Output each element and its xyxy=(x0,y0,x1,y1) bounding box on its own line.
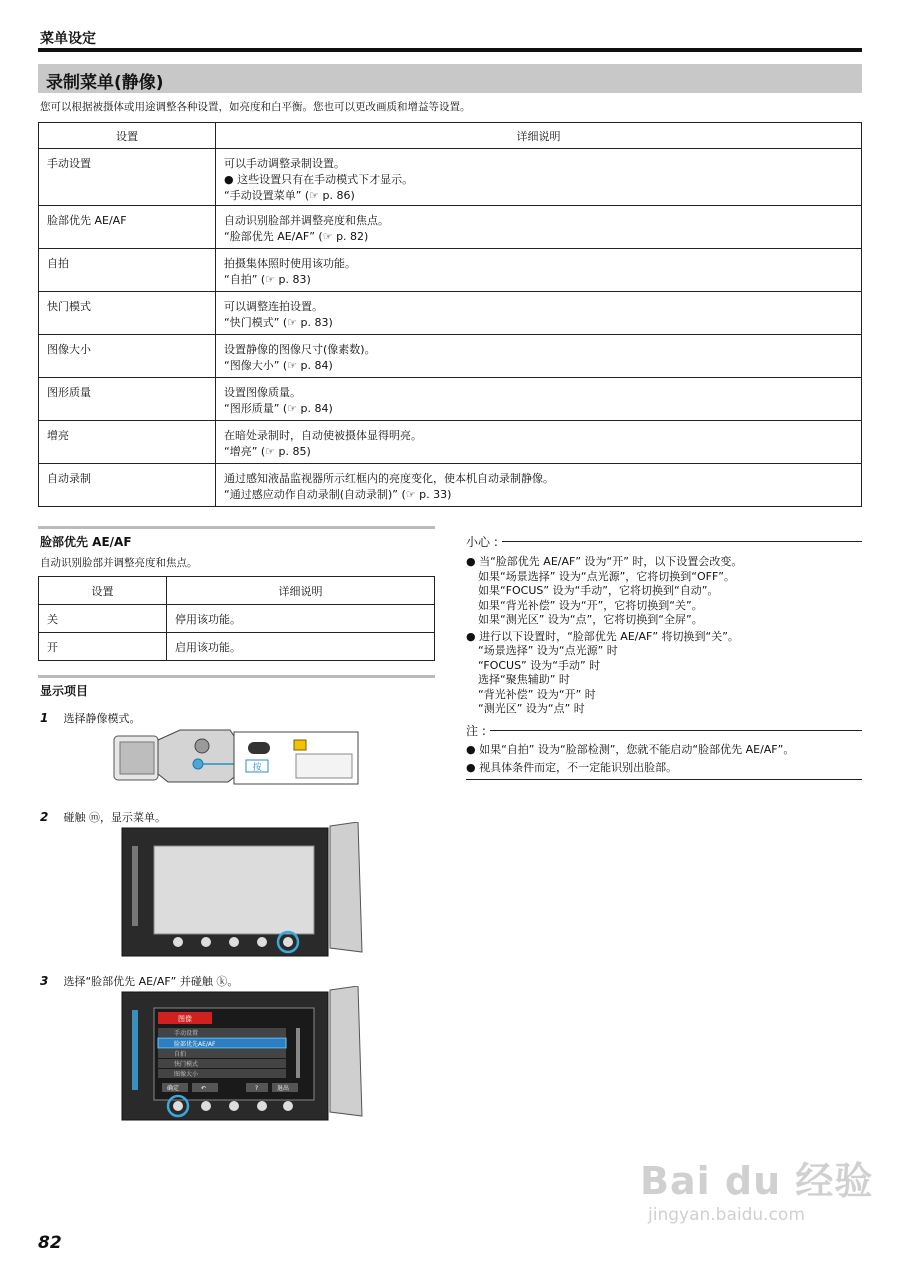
note-text: 如果“自拍” 设为“脸部检测”，您就不能启动“脸部优先 AE/AF”。 xyxy=(479,743,795,756)
table-header-row xyxy=(39,577,435,605)
touch-button-icon[interactable] xyxy=(229,1101,239,1111)
touch-slider-shape xyxy=(132,846,138,926)
detail-ref-link[interactable]: “自拍” (☞ p. 83) xyxy=(224,273,311,286)
section-band xyxy=(38,64,862,93)
caution-sub-line: 如果“场景选择” 设为“点光源”，它将切换到“OFF”。 xyxy=(478,569,736,583)
caution-sub-line: “FOCUS” 设为“手动” 时 xyxy=(478,658,601,672)
section-divider xyxy=(38,526,435,529)
watermark xyxy=(640,1150,873,1225)
camera-side-shape xyxy=(330,986,362,1116)
row-detail xyxy=(216,378,862,421)
detail-ref-link[interactable]: “快门模式” (☞ p. 83) xyxy=(224,316,333,329)
column-header-detail: 详细说明 xyxy=(167,577,435,605)
row-detail xyxy=(216,206,862,249)
header-rule xyxy=(38,48,862,52)
row-setting: 自动录制 xyxy=(39,464,216,507)
table-row xyxy=(39,421,862,464)
camera-illustration xyxy=(110,722,360,794)
row-setting: 快门模式 xyxy=(39,292,216,335)
lcd-screen-shape xyxy=(154,846,314,934)
caution-sub-line: “背光补偿” 设为“开” 时 xyxy=(478,687,596,701)
lcd-screen-shape xyxy=(120,742,154,774)
caution-sub-line: 如果“测光区” 设为“点”，它将切换到“全屏”。 xyxy=(478,613,703,626)
row-setting: 图像大小 xyxy=(39,335,216,378)
caution-bullet-line: ● 当“脸部优先 AE/AF” 设为“开” 时，以下设置会改变。 xyxy=(466,555,743,568)
lcd-preview-shape xyxy=(296,754,352,778)
menu-button-icon[interactable] xyxy=(283,937,293,947)
detail-line: 设置图像质量。 xyxy=(224,386,301,399)
caution-sub-line: “场景选择” 设为“点光源” 时 xyxy=(478,644,618,657)
caution-text: 进行以下设置时，“脸部优先 AE/AF” 将切换到“关”。 xyxy=(479,629,739,643)
menu-item-label: 自拍 xyxy=(174,1051,187,1058)
table-row xyxy=(39,206,862,249)
menu-item-label: 图像大小 xyxy=(174,1071,199,1078)
detail-ref-link[interactable]: “脸部优先 AE/AF” (☞ p. 82) xyxy=(224,230,369,243)
touch-button-icon[interactable] xyxy=(173,937,183,947)
touch-slider-shape xyxy=(132,1010,138,1090)
camera-body-shape xyxy=(158,730,238,782)
watermark-url: jingyan.baidu.com xyxy=(648,1205,805,1225)
row-setting: 增亮 xyxy=(39,421,216,464)
header-title: 菜单设定 xyxy=(40,31,96,47)
touch-button-icon[interactable] xyxy=(201,1101,211,1111)
table-row xyxy=(39,149,862,206)
table-row xyxy=(39,464,862,507)
touch-button-icon[interactable] xyxy=(229,937,239,947)
step-number: 2 xyxy=(40,810,49,824)
step-text: 选择“脸部优先 AE/AF” 并碰触 ⓚ。 xyxy=(63,975,239,988)
ok-button-icon[interactable] xyxy=(173,1101,183,1111)
camera-mode-icon xyxy=(294,740,306,750)
face-section-desc: 自动识别脸部并调整亮度和焦点。 xyxy=(40,557,198,569)
row-detail: 启用该功能。 xyxy=(167,633,435,661)
note-rule xyxy=(490,730,862,731)
camera-side-shape xyxy=(330,822,362,952)
page-number: 82 xyxy=(38,1233,62,1253)
caution-sub-line: 选择“聚焦辅助” 时 xyxy=(478,673,570,686)
caution-box xyxy=(466,533,862,717)
note-bottom-rule xyxy=(466,779,862,780)
row-setting: 自拍 xyxy=(39,249,216,292)
note-title: 注 : xyxy=(466,724,486,738)
detail-ref-link[interactable]: “手动设置菜单” (☞ p. 86) xyxy=(224,189,355,202)
detail-ref-link[interactable]: “图像大小” (☞ p. 84) xyxy=(224,359,333,372)
menu-item-label: 脸部优先AE/AF xyxy=(174,1041,216,1048)
row-detail xyxy=(216,249,862,292)
row-detail xyxy=(216,335,862,378)
row-setting: 开 xyxy=(39,633,167,661)
row-detail: 停用该功能。 xyxy=(167,605,435,633)
caution-rule xyxy=(502,541,862,542)
mode-switch-highlight[interactable] xyxy=(193,759,203,769)
row-detail xyxy=(216,292,862,335)
detail-line: 可以手动调整录制设置。 xyxy=(224,157,345,170)
row-setting: 手动设置 xyxy=(39,149,216,206)
detail-line: 拍摄集体照时使用该功能。 xyxy=(224,257,356,270)
menu-tab-label: 图像 xyxy=(178,1015,192,1023)
detail-ref-link[interactable]: “增亮” (☞ p. 85) xyxy=(224,445,311,458)
lcd-illustration xyxy=(118,822,364,962)
caution-item xyxy=(466,630,862,717)
mode-switch-icon xyxy=(248,742,270,754)
step-number: 3 xyxy=(40,974,49,988)
table-row xyxy=(39,605,435,633)
touch-button-icon[interactable] xyxy=(257,1101,267,1111)
note-text: 视具体条件而定，不一定能识别出脸部。 xyxy=(479,760,678,774)
caution-bullet-line: ● 进行以下设置时，“脸部优先 AE/AF” 将切换到“关”。 xyxy=(466,629,739,643)
detail-line: 自动识别脸部并调整亮度和焦点。 xyxy=(224,214,389,227)
menu-item-label: 手动设置 xyxy=(174,1030,199,1037)
caution-sub-line: “测光区” 设为“点” 时 xyxy=(478,702,585,715)
row-detail xyxy=(216,149,862,206)
caution-item xyxy=(466,555,862,628)
caution-text: 当“脸部优先 AE/AF” 设为“开” 时，以下设置会改变。 xyxy=(479,555,743,568)
lens-shape xyxy=(195,739,209,753)
detail-line: 设置静像的图像尺寸(像素数)。 xyxy=(224,343,376,356)
watermark-brand: Bai du 经验 xyxy=(640,1159,874,1203)
detail-line: 在暗处录制时，自动使被摄体显得明亮。 xyxy=(224,429,422,442)
ok-softkey-label: 确定 xyxy=(167,1085,180,1092)
detail-ref-link[interactable]: “图形质量” (☞ p. 84) xyxy=(224,402,333,415)
detail-ref-link[interactable]: “通过感应动作自动录制(自动录制)” (☞ p. 33) xyxy=(224,488,452,501)
note-item: ● 如果“自拍” 设为“脸部检测”，您就不能启动“脸部优先 AE/AF”。 xyxy=(466,743,795,756)
menu-scrollbar[interactable] xyxy=(296,1028,300,1078)
step-text: 碰触 ⓜ，显示菜单。 xyxy=(63,811,166,824)
face-section-title: 脸部优先 AE/AF xyxy=(40,535,132,549)
display-section-title: 显示项目 xyxy=(40,684,89,698)
table-row xyxy=(39,249,862,292)
row-setting: 脸部优先 AE/AF xyxy=(39,206,216,249)
column-header-setting: 设置 xyxy=(39,577,167,605)
exit-softkey-label: 退出 xyxy=(277,1085,290,1092)
touch-button-icon[interactable] xyxy=(257,937,267,947)
section-title: 录制菜单(静像) xyxy=(46,73,164,93)
section-intro: 您可以根据被摄体或用途调整各种设置，如亮度和白平衡。您也可以更改画质和增益等设置。 xyxy=(40,101,471,113)
table-row xyxy=(39,292,862,335)
back-softkey-label: ↶ xyxy=(201,1085,207,1092)
table-row xyxy=(39,633,435,661)
detail-line: 通过感知液晶监视器所示红框内的亮度变化，使本机自动录制静像。 xyxy=(224,472,554,485)
note-box xyxy=(466,722,862,780)
lcd-menu-illustration xyxy=(118,986,364,1126)
caution-sub-line: 如果“FOCUS” 设为“手动”，它将切换到“自动”。 xyxy=(478,584,719,597)
table-row xyxy=(39,378,862,421)
row-detail xyxy=(216,464,862,507)
step-number: 1 xyxy=(40,711,49,725)
column-header-setting: 设置 xyxy=(39,123,216,149)
table-row xyxy=(39,335,862,378)
row-detail xyxy=(216,421,862,464)
caution-title: 小心 : xyxy=(466,535,498,549)
settings-table xyxy=(38,122,862,507)
face-settings-table xyxy=(38,576,435,661)
caution-sub-line: 如果“背光补偿” 设为“开”，它将切换到“关”。 xyxy=(478,598,703,612)
touch-button-icon[interactable] xyxy=(283,1101,293,1111)
press-label: 按 xyxy=(252,763,262,773)
step-text: 选择静像模式。 xyxy=(63,712,141,725)
row-setting: 图形质量 xyxy=(39,378,216,421)
menu-item-label: 快门模式 xyxy=(174,1061,199,1068)
touch-button-icon[interactable] xyxy=(201,937,211,947)
detail-bullet: ● 这些设置只有在手动模式下才显示。 xyxy=(224,173,414,186)
help-softkey-label: ? xyxy=(255,1085,259,1092)
note-item: ● 视具体条件而定，不一定能识别出脸部。 xyxy=(466,760,678,774)
detail-line: 可以调整连拍设置。 xyxy=(224,300,323,313)
row-setting: 关 xyxy=(39,605,167,633)
section-divider xyxy=(38,675,435,678)
column-header-detail: 详细说明 xyxy=(216,123,862,149)
table-header-row xyxy=(39,123,862,149)
